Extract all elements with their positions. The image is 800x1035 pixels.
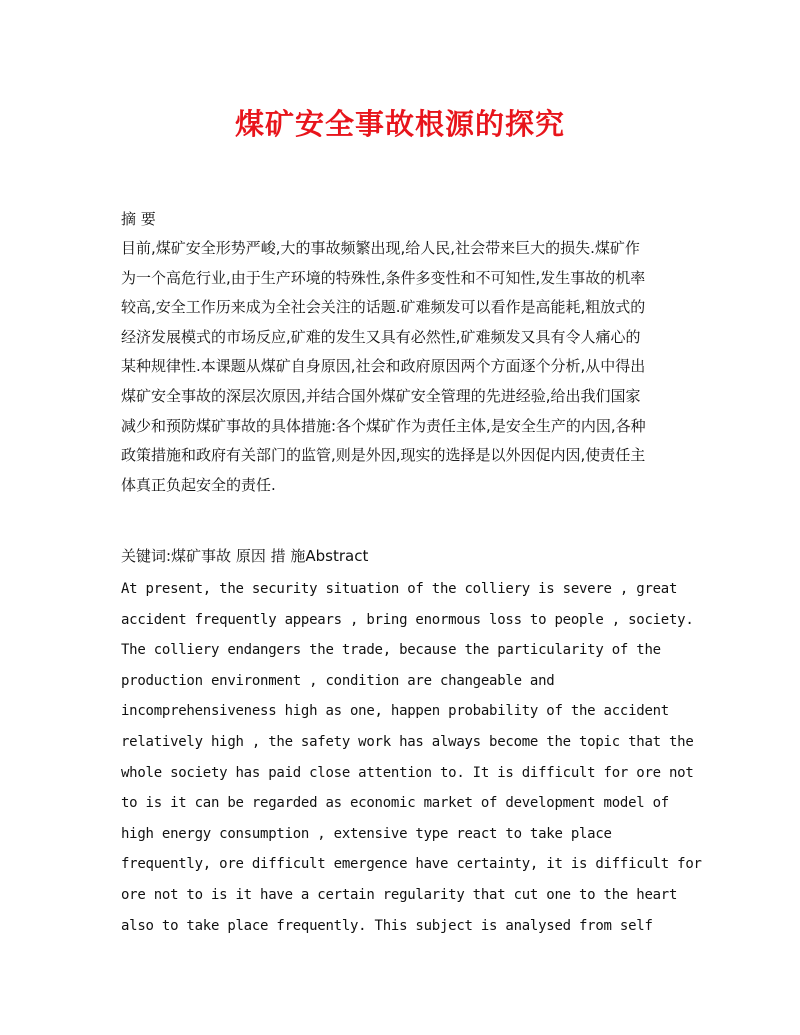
abstract-zh-line: 煤矿安全事故的深层次原因,并结合国外煤矿安全管理的先进经验,给出我们国家 [121,386,641,405]
keywords-line: 关键词:煤矿事故 原因 措 施Abstract [121,547,369,565]
abstract-zh-line: 较高,安全工作历来成为全社会关注的话题.矿难频发可以看作是高能耗,粗放式的 [121,298,646,317]
abstract-en-line: frequently, ore difficult emergence have certainty, it is difficult for [121,856,702,873]
abstract-zh-line: 目前,煤矿安全形势严峻,大的事故频繁出现,给人民,社会带来巨大的损失.煤矿作 [121,239,640,257]
abstract-label: 摘 要 [121,210,156,228]
abstract-en-line: production environment , condition are changeable and [121,672,555,689]
abstract-en-line: incomprehensiveness high as one, happen probability of the accident [121,703,669,720]
abstract-zh-line: 减少和预防煤矿事故的具体措施:各个煤矿作为责任主体,是安全生产的内因,各种 [121,416,646,435]
abstract-en-line: whole society has paid close attention to. It is difficult for ore not [121,764,694,781]
document-title: 煤矿安全事故根源的探究 [234,107,565,141]
abstract-en-line: relatively high , the safety work has always become the topic that the [121,733,694,750]
abstract-zh-line: 政策措施和政府有关部门的监管,则是外因,现实的选择是以外因促内因,使责任主 [121,446,646,465]
abstract-english [121,574,702,941]
abstract-zh-line: 某种规律性.本课题从煤矿自身原因,社会和政府原因两个方面逐个分析,从中得出 [121,357,646,376]
abstract-en-line: At present, the security situation of the colliery is severe , great [121,581,678,597]
abstract-en-line: also to take place frequently. This subject is analysed from self [121,917,653,934]
abstract-zh-line: 为一个高危行业,由于生产环境的特殊性,条件多变性和不可知性,发生事故的机率 [121,268,646,287]
abstract-en-line: The colliery endangers the trade, because the particularity of the [121,642,661,659]
abstract-zh-line: 经济发展模式的市场反应,矿难的发生又具有必然性,矿难频发又具有令人痛心的 [121,327,641,346]
abstract-en-line: accident frequently appears , bring enormous loss to people , society. [121,611,694,628]
abstract-en-line: high energy consumption , extensive type react to take place [121,825,612,842]
abstract-en-line: to is it can be regarded as economic market of development model of [121,795,669,812]
abstract-chinese [121,234,691,500]
abstract-zh-line: 体真正负起安全的责任. [121,475,276,494]
abstract-en-line: ore not to is it have a certain regularity that cut one to the heart [121,886,678,903]
